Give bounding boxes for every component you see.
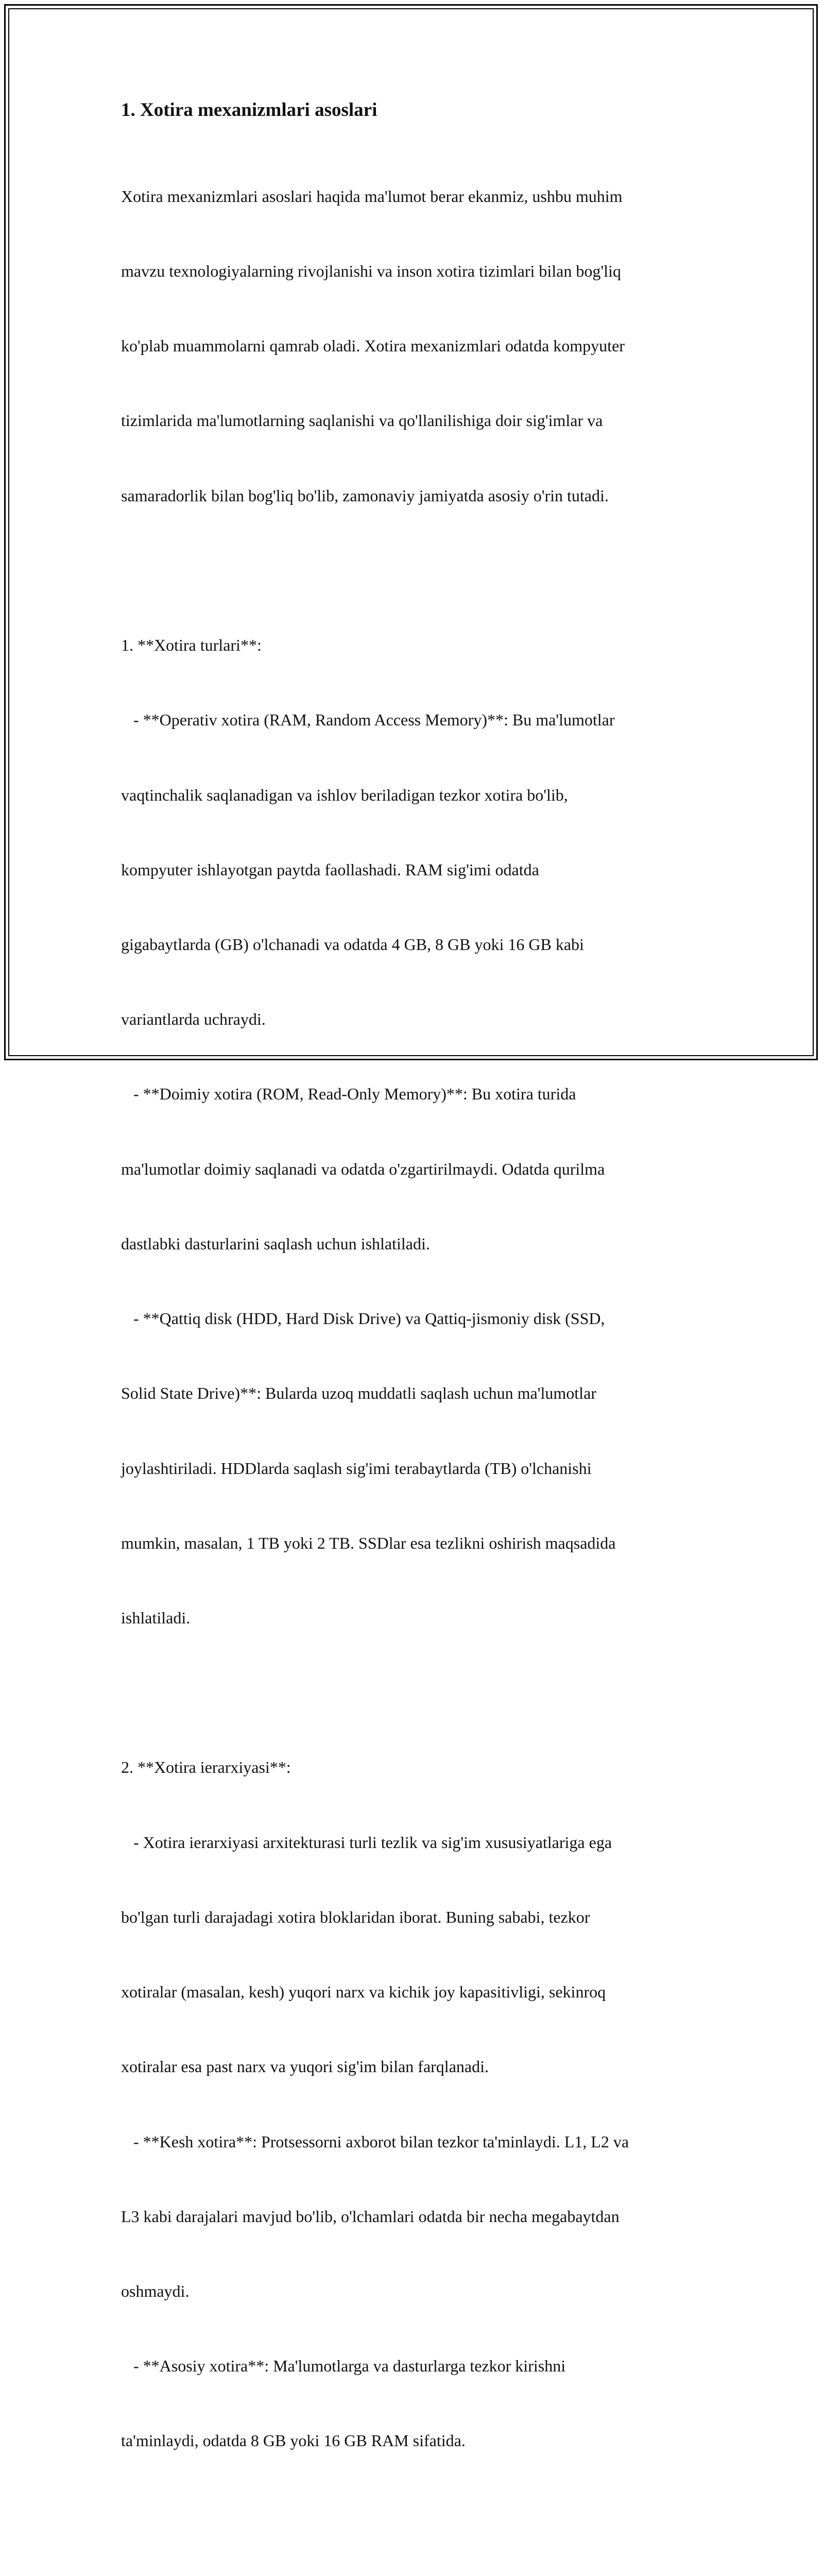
text-line: joylashtiriladi. HDDlarda saqlash sig'imi terabaytlarda (TB) o'lchanishi — [121, 1459, 592, 1478]
text-line: dastlabki dasturlarini saqlash uchun ishlatiladi. — [121, 1234, 430, 1253]
text-line: - **Doimiy xotira (ROM, Read-Only Memory)**: Bu xotira turida — [121, 1084, 576, 1104]
text-line: xotiralar esa past narx va yuqori sig'im bilan farqlanadi. — [121, 2057, 489, 2076]
text-line: vaqtinchalik saqlanadigan va ishlov beriladigan tezkor xotira bo'lib, — [121, 785, 568, 804]
text-line: - Xotira ierarxiyasi arxitekturasi turli tezlik va sig'im xususiyatlariga ega — [121, 1833, 612, 1852]
blank-line — [121, 1680, 713, 1705]
text-line: xotiralar (masalan, kesh) yuqori narx va kichik joy kapasitivligi, sekinroq — [121, 1982, 606, 2002]
blank-line — [121, 558, 713, 583]
text-line: oshmaydi. — [121, 2281, 190, 2300]
text-line: - **Operativ xotira (RAM, Random Access Memory)**: Bu ma'lumotlar — [121, 710, 615, 730]
list-heading: 2. **Xotira ierarxiyasi**: — [121, 1758, 291, 1777]
text-line: kompyuter ishlayotgan paytda faollashadi. RAM sig'imi odatda — [121, 860, 539, 879]
section-heading: 1. Xotira mexanizmlari asoslari — [121, 99, 377, 121]
text-line: bo'lgan turli darajadagi xotira bloklaridan iborat. Buning sababi, tezkor — [121, 1907, 590, 1926]
text-line: - **Qattiq disk (HDD, Hard Disk Drive) va Qattiq-jismoniy disk (SSD, — [121, 1309, 605, 1328]
text-line: variantlarda uchraydi. — [121, 1010, 266, 1029]
text-line: Solid State Drive)**: Bularda uzoq muddatli saqlash uchun ma'lumotlar — [121, 1384, 596, 1403]
text-line: gigabaytlarda (GB) o'lchanadi va odatda 4 GB, 8 GB yoki 16 GB kabi — [121, 935, 584, 954]
document-content — [121, 96, 713, 2576]
text-line: ko'plab muammolarni qamrab oladi. Xotira mexanizmlari odatda kompyuter — [121, 336, 625, 355]
text-line: ma'lumotlar doimiy saqlanadi va odatda o'zgartirilmaydi. Odatda qurilma — [121, 1159, 605, 1178]
blank-line — [121, 2503, 713, 2528]
text-line: L3 kabi darajalari mavjud bo'lib, o'lchamlari odatda bir necha megabaytdan — [121, 2207, 620, 2226]
text-line: tizimlarida ma'lumotlarning saqlanishi va qo'llanilishiga doir sig'imlar va — [121, 411, 603, 430]
document-body — [121, 134, 713, 2576]
text-line: ta'minlaydi, odatda 8 GB yoki 16 GB RAM sifatida. — [121, 2431, 466, 2450]
text-line: ishlatiladi. — [121, 1608, 191, 1627]
text-line: - **Kesh xotira**: Protsessorni axborot bilan tezkor ta'minlaydi. L1, L2 va — [121, 2132, 629, 2151]
list-heading: 1. **Xotira turlari**: — [121, 636, 262, 655]
text-line: - **Asosiy xotira**: Ma'lumotlarga va dasturlarga tezkor kirishni — [121, 2357, 566, 2376]
text-line: mumkin, masalan, 1 TB yoki 2 TB. SSDlar esa tezlikni oshirish maqsadida — [121, 1533, 616, 1552]
text-line: samaradorlik bilan bog'liq bo'lib, zamonaviy jamiyatda asosiy o'rin tutadi. — [121, 486, 609, 505]
text-line: Xotira mexanizmlari asoslari haqida ma'lumot berar ekanmiz, ushbu muhim — [121, 187, 623, 206]
text-line: mavzu texnologiyalarning rivojlanishi va inson xotira tizimlari bilan bog'liq — [121, 262, 621, 281]
